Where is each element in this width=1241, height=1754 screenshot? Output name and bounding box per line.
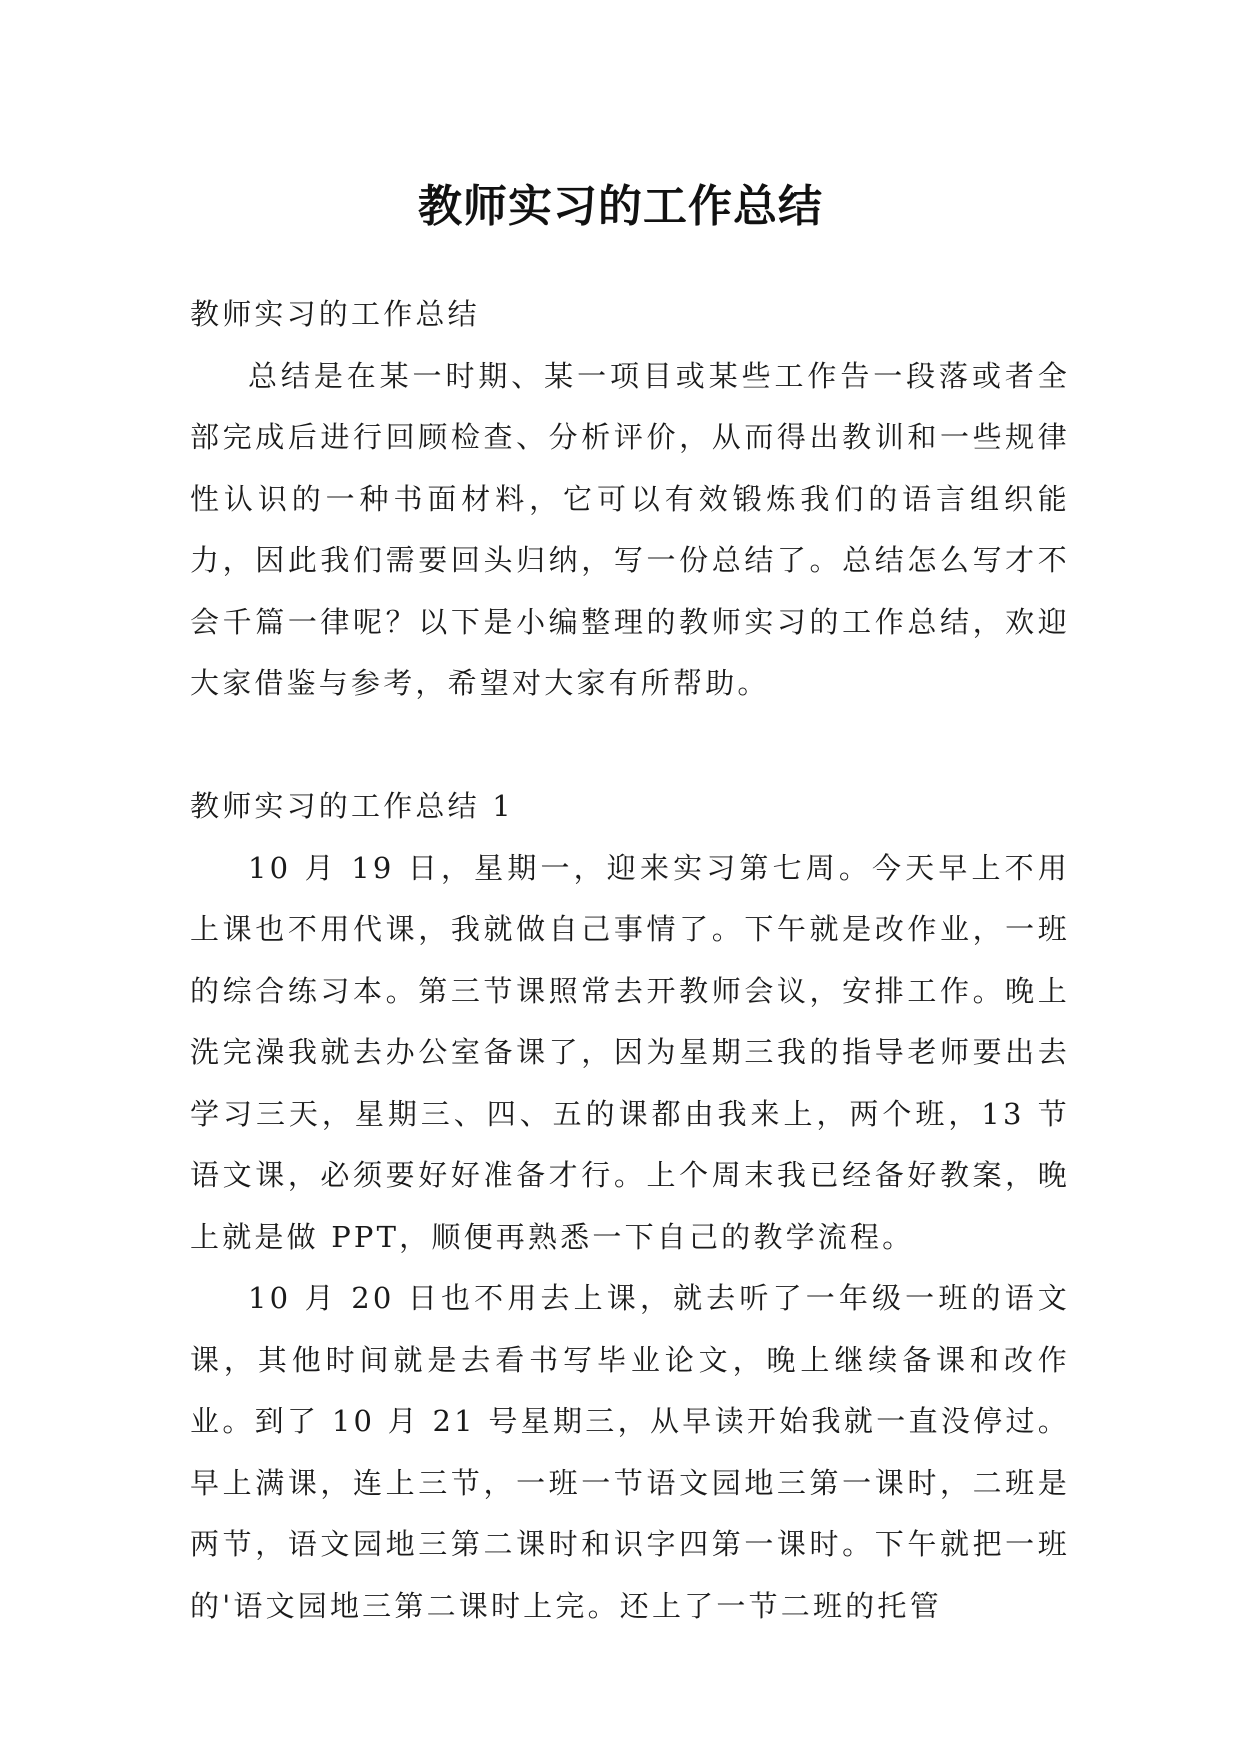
document-title: 教师实习的工作总结 [418,181,823,233]
section-spacer [190,715,1070,777]
section-1-paragraph-1: 10 月 19 日，星期一，迎来实习第七周。今天早上不用上课也不用代课，我就做自己事情了。下午就是改作业，一班的综合练习本。第三节课照常去开教师会议，安排工作。晚上洗完澡我就去办公室备课了，因为星期三我的指导老师要出去学习三天，星期三、四、五的课都由我来上，两个班，13 节语文课，必须要好好准备才行。上个周末我已经备好教案，晚上就是做 PPT，顺便再熟悉一下自己的教学流程。 [190,850,1070,1254]
document-body [190,284,1070,1637]
intro-heading: 教师实习的工作总结 [190,297,480,331]
section-1-heading: 教师实习的工作总结 1 [190,789,514,823]
section-1-paragraph-2: 10 月 20 日也不用去上课，就去听了一年级一班的语文课，其他时间就是去看书写毕业论文，晚上继续备课和改作业。到了 10 月 21 号星期三，从早读开始我就一直没停过。早上满课，连上三节，一班一节语文园地三第一课时，二班是两节，语文园地三第二课时和识字四第一课时。下午就把一班的'语文园地三第二课时上完。还上了一节二班的托管 [190,1281,1070,1623]
intro-paragraph: 总结是在某一时期、某一项目或某些工作告一段落或者全部完成后进行回顾检查、分析评价，从而得出教训和一些规律性认识的一种书面材料，它可以有效锻炼我们的语言组织能力，因此我们需要回头归纳，写一份总结了。总结怎么写才不会千篇一律呢？以下是小编整理的教师实习的工作总结，欢迎大家借鉴与参考，希望对大家有所帮助。 [190,358,1070,700]
